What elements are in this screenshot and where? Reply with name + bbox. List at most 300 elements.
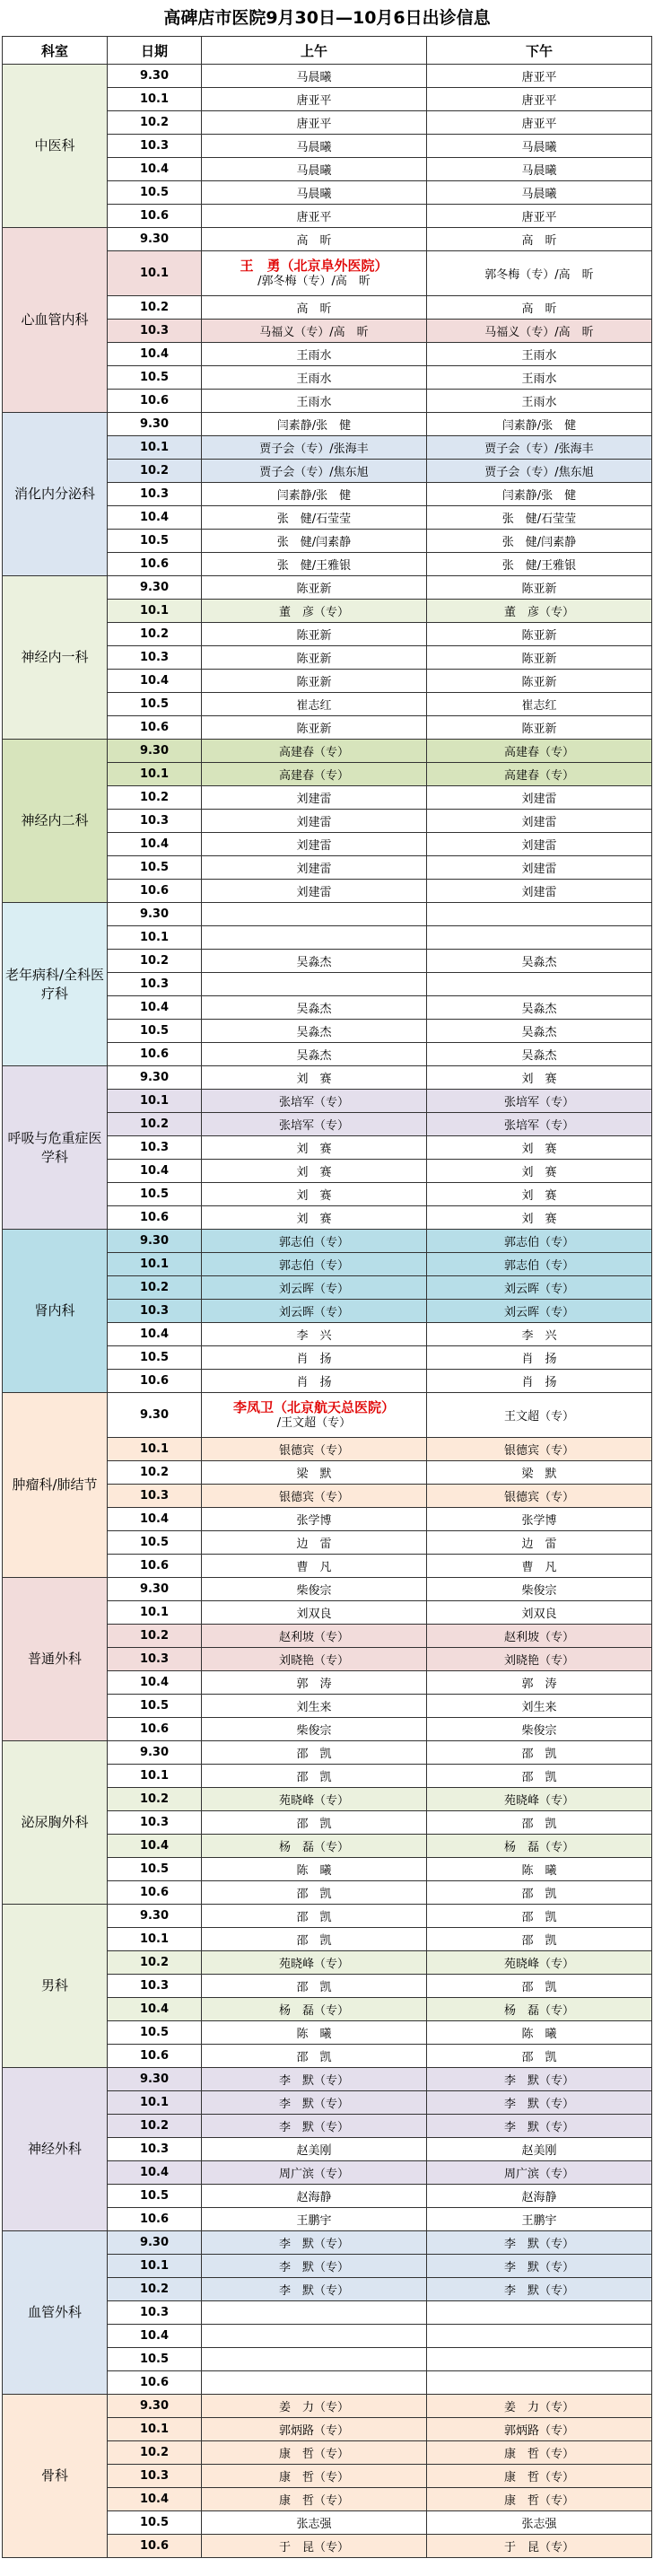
date-cell: 9.30 (108, 903, 202, 926)
department-cell: 神经外科 (3, 2068, 108, 2231)
afternoon-cell: 邵 凯 (427, 1905, 652, 1928)
afternoon-cell: 邵 凯 (427, 1975, 652, 1998)
morning-cell: 邵 凯 (202, 2045, 427, 2068)
date-cell: 10.5 (108, 1695, 202, 1718)
morning-cell: 李 默（专） (202, 2115, 427, 2138)
date-cell: 10.1 (108, 2418, 202, 2441)
morning-cell: 刘 赛 (202, 1160, 427, 1183)
date-cell: 10.1 (108, 1601, 202, 1625)
date-cell: 10.1 (108, 1438, 202, 1461)
date-cell: 10.5 (108, 1346, 202, 1370)
date-cell: 10.5 (108, 2185, 202, 2208)
afternoon-cell: 李 默（专） (427, 2115, 652, 2138)
afternoon-cell: 刘 赛 (427, 1136, 652, 1160)
morning-cell: 李 默（专） (202, 2231, 427, 2255)
date-cell: 10.2 (108, 2115, 202, 2138)
morning-cell: 李 默（专） (202, 2091, 427, 2115)
afternoon-cell: 刘建雷 (427, 810, 652, 833)
date-cell: 10.5 (108, 1531, 202, 1555)
morning-cell: 赵海静 (202, 2185, 427, 2208)
date-cell: 10.6 (108, 1370, 202, 1393)
afternoon-cell: 刘建雷 (427, 880, 652, 903)
date-cell: 10.6 (108, 205, 202, 228)
date-cell: 10.4 (108, 2488, 202, 2511)
afternoon-cell: 张培军（专） (427, 1090, 652, 1113)
department-cell: 男科 (3, 1905, 108, 2068)
morning-cell: 刘建雷 (202, 833, 427, 856)
department-cell: 肾内科 (3, 1230, 108, 1393)
afternoon-cell (427, 2325, 652, 2348)
date-cell: 9.30 (108, 1905, 202, 1928)
morning-cell: 肖 扬 (202, 1346, 427, 1370)
morning-cell: 李 默（专） (202, 2068, 427, 2091)
morning-cell: 梁 默 (202, 1461, 427, 1485)
afternoon-cell: 李 兴 (427, 1323, 652, 1346)
table-row (3, 740, 652, 763)
morning-cell: 赵美刚 (202, 2138, 427, 2161)
afternoon-cell: 闫素静/张 健 (427, 483, 652, 506)
date-cell: 10.3 (108, 1811, 202, 1835)
date-cell: 10.3 (108, 2301, 202, 2325)
date-cell: 10.1 (108, 1928, 202, 1951)
date-cell: 10.2 (108, 1113, 202, 1136)
morning-cell: 李 默（专） (202, 2278, 427, 2301)
afternoon-cell: 李 默（专） (427, 2091, 652, 2115)
page-title: 高碑店市医院9月30日—10月6日出诊信息 (163, 8, 491, 28)
morning-cell: 张 健/闫素静 (202, 530, 427, 553)
morning-cell: 刘 赛 (202, 1066, 427, 1090)
table-row (3, 1578, 652, 1601)
date-cell: 10.3 (108, 1136, 202, 1160)
morning-cell: 吴淼杰 (202, 996, 427, 1020)
header-morning: 上午 (202, 37, 427, 65)
morning-cell: 边 雷 (202, 1531, 427, 1555)
table-row (3, 903, 652, 926)
afternoon-cell: 陈 曦 (427, 2021, 652, 2045)
date-cell: 10.2 (108, 296, 202, 320)
date-cell: 10.1 (108, 926, 202, 950)
morning-cell: 刘建雷 (202, 786, 427, 810)
morning-cell: 邵 凯 (202, 1741, 427, 1765)
date-cell: 10.5 (108, 2021, 202, 2045)
afternoon-cell: 吴淼杰 (427, 1020, 652, 1043)
morning-cell: 马晨曦 (202, 135, 427, 158)
afternoon-cell: 吴淼杰 (427, 950, 652, 973)
afternoon-cell (427, 903, 652, 926)
date-cell: 10.6 (108, 2371, 202, 2395)
morning-cell: 邵 凯 (202, 1905, 427, 1928)
morning-cell: 银德宾（专） (202, 1438, 427, 1461)
date-cell: 10.3 (108, 2465, 202, 2488)
date-cell: 10.6 (108, 1555, 202, 1578)
morning-cell: 刘建雷 (202, 880, 427, 903)
date-cell: 10.6 (108, 1881, 202, 1905)
date-cell: 10.3 (108, 973, 202, 996)
morning-cell: 陈 曦 (202, 1858, 427, 1881)
morning-cell: 张 健/石莹莹 (202, 506, 427, 530)
header-row (3, 37, 652, 65)
date-cell: 10.5 (108, 181, 202, 205)
afternoon-cell: 吴淼杰 (427, 996, 652, 1020)
afternoon-cell: 刘建雷 (427, 833, 652, 856)
morning-cell: 陈 曦 (202, 2021, 427, 2045)
date-cell: 9.30 (108, 1741, 202, 1765)
morning-cell: 康 哲（专） (202, 2465, 427, 2488)
date-cell: 10.4 (108, 996, 202, 1020)
morning-cell: 唐亚平 (202, 88, 427, 111)
table-row (3, 1066, 652, 1090)
morning-cell: 刘 赛 (202, 1206, 427, 1230)
morning-cell: 张学博 (202, 1508, 427, 1531)
morning-cell: 马晨曦 (202, 65, 427, 88)
morning-cell: 曹 凡 (202, 1555, 427, 1578)
afternoon-cell: 苑晓峰（专） (427, 1951, 652, 1975)
department-cell: 骨科 (3, 2395, 108, 2558)
afternoon-cell: 唐亚平 (427, 205, 652, 228)
morning-cell: 刘云晖（专） (202, 1300, 427, 1323)
date-cell: 10.5 (108, 2511, 202, 2535)
morning-cell: 李 默（专） (202, 2255, 427, 2278)
afternoon-cell: 邵 凯 (427, 1881, 652, 1905)
date-cell: 10.5 (108, 1020, 202, 1043)
morning-guest-doctor: 王 勇（北京阜外医院） (240, 258, 388, 274)
afternoon-cell: 王雨水 (427, 366, 652, 390)
afternoon-cell: 曹 凡 (427, 1555, 652, 1578)
morning-cell: 邵 凯 (202, 1975, 427, 1998)
afternoon-cell: 康 哲（专） (427, 2488, 652, 2511)
morning-cell (202, 1393, 427, 1438)
date-cell: 9.30 (108, 2231, 202, 2255)
morning-cell: 陈亚新 (202, 716, 427, 740)
date-cell: 10.6 (108, 880, 202, 903)
date-cell: 10.1 (108, 436, 202, 460)
date-cell: 10.2 (108, 460, 202, 483)
date-cell: 10.4 (108, 1671, 202, 1695)
department-cell: 心血管内科 (3, 228, 108, 413)
department-cell: 中医科 (3, 65, 108, 228)
table-row (3, 413, 652, 436)
date-cell: 10.2 (108, 786, 202, 810)
date-cell: 10.1 (108, 1253, 202, 1276)
morning-cell: 柴俊宗 (202, 1718, 427, 1741)
morning-cell: 苑晓峰（专） (202, 1788, 427, 1811)
morning-cell: 邵 凯 (202, 1928, 427, 1951)
date-cell: 9.30 (108, 2395, 202, 2418)
afternoon-cell: 肖 扬 (427, 1346, 652, 1370)
afternoon-cell (427, 2371, 652, 2395)
date-cell: 9.30 (108, 413, 202, 436)
morning-cell: 杨 磊（专） (202, 1998, 427, 2021)
afternoon-cell: 王雨水 (427, 390, 652, 413)
table-row (3, 576, 652, 600)
morning-cell: 刘 赛 (202, 1183, 427, 1206)
date-cell: 10.5 (108, 530, 202, 553)
date-cell: 10.4 (108, 1160, 202, 1183)
morning-cell: 陈亚新 (202, 670, 427, 693)
afternoon-cell: 赵美刚 (427, 2138, 652, 2161)
date-cell: 10.2 (108, 111, 202, 135)
schedule-body (3, 65, 652, 2558)
afternoon-cell: 吴淼杰 (427, 1043, 652, 1066)
morning-cell: 苑晓峰（专） (202, 1951, 427, 1975)
morning-cell: 崔志红 (202, 693, 427, 716)
afternoon-cell: 肖 扬 (427, 1370, 652, 1393)
table-row (3, 2068, 652, 2091)
table-row (3, 1741, 652, 1765)
afternoon-cell: 郭志伯（专） (427, 1230, 652, 1253)
date-cell: 10.6 (108, 1718, 202, 1741)
afternoon-cell: 唐亚平 (427, 65, 652, 88)
date-cell: 9.30 (108, 1230, 202, 1253)
afternoon-cell (427, 973, 652, 996)
morning-cell: 张培军（专） (202, 1090, 427, 1113)
afternoon-cell: 贾子会（专）/张海丰 (427, 436, 652, 460)
date-cell: 10.1 (108, 763, 202, 786)
afternoon-cell: 贾子会（专）/焦东旭 (427, 460, 652, 483)
morning-cell: 唐亚平 (202, 111, 427, 135)
morning-secondary-doctor: /郭冬梅（专）/高 昕 (257, 274, 371, 288)
morning-cell: 柴俊宗 (202, 1578, 427, 1601)
date-cell: 10.4 (108, 506, 202, 530)
afternoon-cell: 郭冬梅（专）/高 昕 (427, 251, 652, 296)
date-cell: 10.1 (108, 1090, 202, 1113)
afternoon-cell: 刘 赛 (427, 1183, 652, 1206)
date-cell: 9.30 (108, 65, 202, 88)
date-cell: 10.1 (108, 600, 202, 623)
morning-cell: 王鹏宇 (202, 2208, 427, 2231)
morning-cell (202, 903, 427, 926)
date-cell: 10.4 (108, 1508, 202, 1531)
morning-cell: 吴淼杰 (202, 1043, 427, 1066)
date-cell: 10.3 (108, 135, 202, 158)
afternoon-cell: 高 昕 (427, 296, 652, 320)
afternoon-cell: 马晨曦 (427, 158, 652, 181)
afternoon-cell: 刘建雷 (427, 786, 652, 810)
morning-cell: 郭炳路（专） (202, 2418, 427, 2441)
table-row (3, 228, 652, 251)
morning-cell (202, 2325, 427, 2348)
date-cell: 10.2 (108, 1461, 202, 1485)
date-cell: 9.30 (108, 1393, 202, 1438)
date-cell: 10.3 (108, 1975, 202, 1998)
morning-cell (202, 2348, 427, 2371)
table-row (3, 65, 652, 88)
date-cell: 9.30 (108, 2068, 202, 2091)
morning-cell: 张培军（专） (202, 1113, 427, 1136)
morning-cell: 陈亚新 (202, 623, 427, 646)
afternoon-cell: 高建春（专） (427, 740, 652, 763)
date-cell: 10.2 (108, 1788, 202, 1811)
morning-cell: 贾子会（专）/焦东旭 (202, 460, 427, 483)
afternoon-cell: 张 健/王雅银 (427, 553, 652, 576)
department-cell: 呼吸与危重症医学科 (3, 1066, 108, 1230)
department-cell: 神经内一科 (3, 576, 108, 740)
date-cell: 10.2 (108, 1625, 202, 1648)
afternoon-cell (427, 2348, 652, 2371)
afternoon-cell: 马晨曦 (427, 181, 652, 205)
date-cell: 10.5 (108, 1183, 202, 1206)
department-cell: 血管外科 (3, 2231, 108, 2395)
morning-cell: 董 彦（专） (202, 600, 427, 623)
afternoon-cell: 邵 凯 (427, 1811, 652, 1835)
afternoon-cell: 郭志伯（专） (427, 1253, 652, 1276)
date-cell: 10.3 (108, 483, 202, 506)
afternoon-cell: 陈亚新 (427, 670, 652, 693)
afternoon-cell: 刘双良 (427, 1601, 652, 1625)
department-cell: 普通外科 (3, 1578, 108, 1741)
table-row (3, 1230, 652, 1253)
morning-secondary-doctor: /王文超（专） (276, 1415, 352, 1430)
afternoon-cell: 崔志红 (427, 693, 652, 716)
morning-cell: 张志强 (202, 2511, 427, 2535)
afternoon-cell: 高建春（专） (427, 763, 652, 786)
date-cell: 10.3 (108, 1300, 202, 1323)
morning-cell: 邵 凯 (202, 1765, 427, 1788)
afternoon-cell: 杨 磊（专） (427, 1835, 652, 1858)
date-cell: 10.2 (108, 623, 202, 646)
date-cell: 10.4 (108, 1998, 202, 2021)
afternoon-cell: 李 默（专） (427, 2278, 652, 2301)
afternoon-cell: 张培军（专） (427, 1113, 652, 1136)
afternoon-cell: 于 昆（专） (427, 2535, 652, 2558)
table-row (3, 1905, 652, 1928)
morning-cell: 刘建雷 (202, 810, 427, 833)
morning-cell (202, 926, 427, 950)
table-row (3, 2395, 652, 2418)
morning-cell: 姜 力（专） (202, 2395, 427, 2418)
afternoon-cell (427, 2301, 652, 2325)
afternoon-cell: 边 雷 (427, 1531, 652, 1555)
afternoon-cell: 陈亚新 (427, 623, 652, 646)
morning-cell: 贾子会（专）/张海丰 (202, 436, 427, 460)
afternoon-cell: 刘晓艳（专） (427, 1648, 652, 1671)
morning-cell: 于 昆（专） (202, 2535, 427, 2558)
afternoon-cell: 银德宾（专） (427, 1485, 652, 1508)
afternoon-cell: 康 哲（专） (427, 2441, 652, 2465)
date-cell: 10.1 (108, 2255, 202, 2278)
morning-cell: 高建春（专） (202, 740, 427, 763)
date-cell: 10.4 (108, 2325, 202, 2348)
afternoon-cell: 刘 赛 (427, 1066, 652, 1090)
date-cell: 10.4 (108, 158, 202, 181)
morning-cell: 邵 凯 (202, 1811, 427, 1835)
afternoon-cell: 王文超（专） (427, 1393, 652, 1438)
afternoon-cell: 邵 凯 (427, 1741, 652, 1765)
morning-cell (202, 251, 427, 296)
morning-cell: 郭 涛 (202, 1671, 427, 1695)
afternoon-cell: 王鹏宇 (427, 2208, 652, 2231)
morning-cell: 刘生来 (202, 1695, 427, 1718)
morning-cell: 周广滨（专） (202, 2161, 427, 2185)
date-cell: 10.4 (108, 1835, 202, 1858)
date-cell: 10.5 (108, 2348, 202, 2371)
afternoon-cell: 刘云晖（专） (427, 1276, 652, 1300)
morning-cell: 高建春（专） (202, 763, 427, 786)
afternoon-cell: 郭 涛 (427, 1671, 652, 1695)
afternoon-cell: 陈亚新 (427, 576, 652, 600)
department-cell: 老年病科/全科医疗科 (3, 903, 108, 1066)
date-cell: 9.30 (108, 576, 202, 600)
morning-cell (202, 973, 427, 996)
date-cell: 10.6 (108, 1206, 202, 1230)
morning-cell: 赵利坡（专） (202, 1625, 427, 1648)
afternoon-cell: 邵 凯 (427, 1928, 652, 1951)
afternoon-cell: 邵 凯 (427, 1765, 652, 1788)
morning-cell: 肖 扬 (202, 1370, 427, 1393)
afternoon-cell: 张 健/石莹莹 (427, 506, 652, 530)
afternoon-cell: 李 默（专） (427, 2255, 652, 2278)
date-cell: 10.5 (108, 1858, 202, 1881)
morning-cell: 王雨水 (202, 343, 427, 366)
afternoon-cell: 梁 默 (427, 1461, 652, 1485)
date-cell: 10.3 (108, 1648, 202, 1671)
afternoon-cell: 周广滨（专） (427, 2161, 652, 2185)
afternoon-cell: 陈亚新 (427, 646, 652, 670)
afternoon-cell: 赵利坡（专） (427, 1625, 652, 1648)
morning-cell: 王雨水 (202, 390, 427, 413)
morning-cell: 李 兴 (202, 1323, 427, 1346)
morning-cell: 陈亚新 (202, 576, 427, 600)
date-cell: 9.30 (108, 1066, 202, 1090)
date-cell: 10.5 (108, 856, 202, 880)
date-cell: 10.3 (108, 2138, 202, 2161)
afternoon-cell: 唐亚平 (427, 88, 652, 111)
afternoon-cell: 陈 曦 (427, 1858, 652, 1881)
afternoon-cell: 张志强 (427, 2511, 652, 2535)
afternoon-cell: 柴俊宗 (427, 1718, 652, 1741)
morning-cell: 刘云晖（专） (202, 1276, 427, 1300)
morning-cell: 马晨曦 (202, 158, 427, 181)
afternoon-cell: 李 默（专） (427, 2068, 652, 2091)
morning-cell: 高 昕 (202, 296, 427, 320)
date-cell: 10.3 (108, 810, 202, 833)
table-row (3, 2231, 652, 2255)
department-cell: 神经内二科 (3, 740, 108, 903)
date-cell: 10.6 (108, 2045, 202, 2068)
date-cell: 10.5 (108, 693, 202, 716)
afternoon-cell: 杨 磊（专） (427, 1998, 652, 2021)
morning-cell: 马晨曦 (202, 181, 427, 205)
date-cell: 10.6 (108, 2535, 202, 2558)
morning-cell: 王雨水 (202, 366, 427, 390)
morning-cell: 杨 磊（专） (202, 1835, 427, 1858)
afternoon-cell: 银德宾（专） (427, 1438, 652, 1461)
afternoon-cell: 王雨水 (427, 343, 652, 366)
morning-cell (202, 2371, 427, 2395)
afternoon-cell: 苑晓峰（专） (427, 1788, 652, 1811)
schedule-table (2, 36, 652, 2558)
date-cell: 10.1 (108, 1765, 202, 1788)
morning-cell: 刘双良 (202, 1601, 427, 1625)
morning-cell (202, 2301, 427, 2325)
date-cell: 9.30 (108, 740, 202, 763)
afternoon-cell: 陈亚新 (427, 716, 652, 740)
morning-cell: 邵 凯 (202, 1881, 427, 1905)
date-cell: 10.6 (108, 716, 202, 740)
afternoon-cell: 张学博 (427, 1508, 652, 1531)
afternoon-cell: 马晨曦 (427, 135, 652, 158)
afternoon-cell: 刘 赛 (427, 1160, 652, 1183)
afternoon-cell: 唐亚平 (427, 111, 652, 135)
afternoon-cell: 董 彦（专） (427, 600, 652, 623)
morning-cell: 银德宾（专） (202, 1485, 427, 1508)
date-cell: 9.30 (108, 1578, 202, 1601)
morning-cell: 郭志伯（专） (202, 1230, 427, 1253)
afternoon-cell: 高 昕 (427, 228, 652, 251)
afternoon-cell: 刘生来 (427, 1695, 652, 1718)
date-cell: 9.30 (108, 228, 202, 251)
date-cell: 10.2 (108, 2278, 202, 2301)
